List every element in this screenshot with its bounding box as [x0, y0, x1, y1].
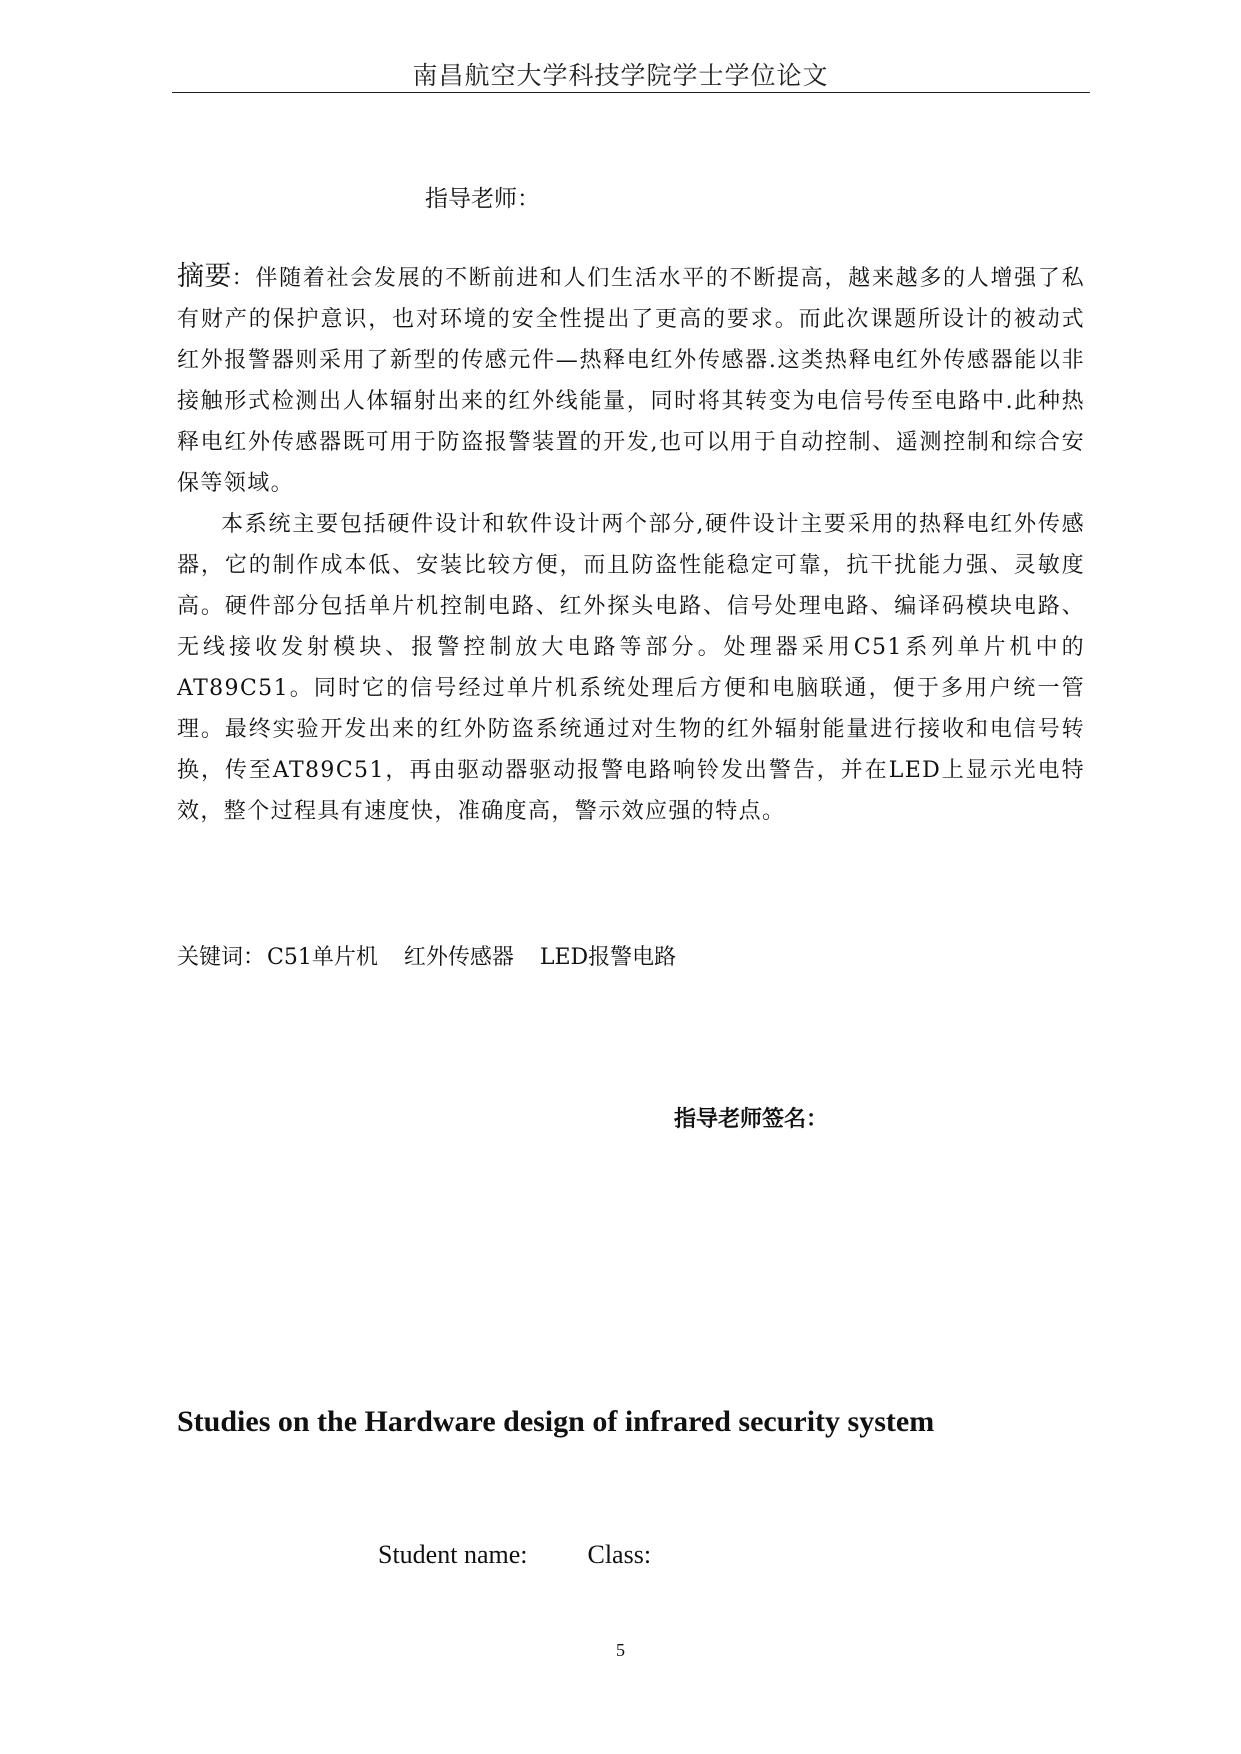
- page-number: 5: [616, 1640, 625, 1660]
- keywords-label: 关键词：: [177, 945, 266, 970]
- student-name-label: Student name:: [378, 1540, 528, 1569]
- header-title: 南昌航空大学科技学院学士学位论文: [412, 61, 829, 90]
- advisor-signature-label: 指导老师签名：: [674, 1107, 829, 1132]
- keyword-item: C51单片机: [267, 945, 378, 970]
- keyword-item: 红外传感器: [403, 945, 514, 970]
- english-title: Studies on the Hardware design of infrared security system: [177, 1405, 935, 1438]
- keyword-item: LED报警电路: [539, 945, 677, 970]
- abstract-paragraph-1: [177, 256, 1085, 504]
- english-meta: [378, 1540, 711, 1570]
- class-label: Class:: [587, 1540, 652, 1569]
- abstract-block: [177, 256, 1085, 832]
- abstract-paragraph-1-text: 伴随着社会发展的不断前进和人们生活水平的不断提高，越来越多的人增强了私有财产的保护意识，也对环境的安全性提出了更高的要求。而此次课题所设计的被动式红外报警器则采用了新型的传感元件—热释电红外传感器.这类热释电红外传感器能以非接触形式检测出人体辐射出来的红外线能量，同时将其转变为电信号传至电路中.此种热释电红外传感器既可用于防盗报警装置的开发,也可以用于自动控制、遥测控制和综合安保等领域。: [177, 266, 1086, 496]
- keywords-line: [177, 940, 702, 971]
- abstract-paragraph-2: 本系统主要包括硬件设计和软件设计两个部分,硬件设计主要采用的热释电红外传感器，它的制作成本低、安装比较方便，而且防盗性能稳定可靠，抗干扰能力强、灵敏度高。硬件部分包括单片机控制电路、红外探头电路、信号处理电路、编译码模块电路、无线接收发射模块、报警控制放大电路等部分。处理器采用C51系列单片机中的AT89C51。同时它的信号经过单片机系统处理后方便和电脑联通，便于多用户统一管理。最终实验开发出来的红外防盗系统通过对生物的红外辐射能量进行接收和电信号转换，传至AT89C51，再由驱动器驱动报警电路响铃发出警告，并在LED上显示光电特效，整个过程具有速度快，准确度高，警示效应强的特点。: [177, 512, 1085, 824]
- advisor-label-top: 指导老师：: [425, 186, 540, 212]
- abstract-colon: ：: [231, 266, 256, 291]
- header-rule: [172, 92, 1090, 93]
- abstract-label: 摘要: [177, 261, 232, 292]
